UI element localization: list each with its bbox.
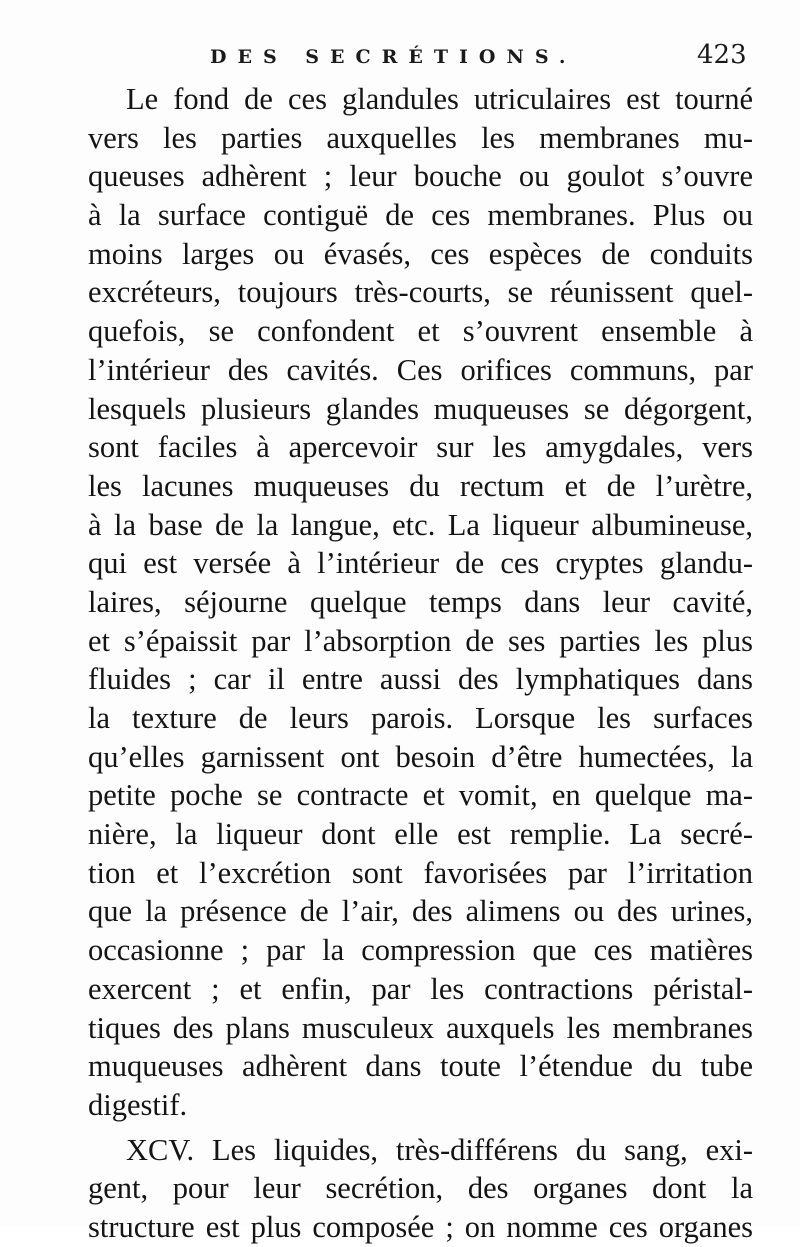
text-line: excréteurs, toujours très-courts, se réunissent quel- (88, 275, 753, 310)
text-line: fluides ; car il entre aussi des lymphatiques dans (88, 662, 753, 697)
text-line: et s’épaissit par l’absorption de ses parties les plus (88, 623, 753, 658)
text-line: muqueuses adhèrent dans toute l’étendue du tube (88, 1049, 753, 1084)
text-line: laires, séjourne quelque temps dans leur cavité, (88, 584, 753, 619)
text-line: que la présence de l’air, des alimens ou des urines, (88, 894, 753, 929)
text-line: la texture de leurs parois. Lorsque les surfaces (88, 701, 753, 735)
text-line: occasionne ; par la compression que ces matières (88, 933, 753, 968)
text-line: Le fond de ces glandules utriculaires est tourné (126, 82, 753, 116)
text-line: XCV. Les liquides, très-différens du sang, exi- (126, 1132, 753, 1167)
text-line: à la surface contiguë de ces membranes. Plus ou (88, 198, 753, 233)
text-line: quefois, se confondent et s’ouvrent ensemble à (88, 314, 753, 349)
text-line: vers les parties auxquelles les membranes mu- (88, 120, 753, 155)
text-line: l’intérieur des cavités. Ces orifices communs, par (88, 352, 753, 387)
body-text (88, 80, 753, 1247)
text-line: gent, pour leur secrétion, des organes dont la (88, 1171, 753, 1206)
text-line: à la base de la langue, etc. La liqueur albumineuse, (88, 507, 753, 542)
text-line: structure est plus composée ; on nomme ces organes (88, 1209, 753, 1244)
text-line: les lacunes muqueuses du rectum et de l’urètre, (88, 468, 753, 503)
page-header (0, 40, 800, 80)
running-title: DES SECRÉTIONS. (210, 46, 577, 68)
text-line: qu’elles garnissent ont besoin d’être humectées, la (88, 739, 753, 774)
page-number: 423 (697, 40, 747, 70)
text-line: sont faciles à apercevoir sur les amygdales, vers (88, 430, 753, 465)
text-line: petite poche se contracte et vomit, en quelque ma- (88, 778, 753, 813)
text-line: qui est versée à l’intérieur de ces cryptes glandu- (88, 546, 753, 581)
text-line: nière, la liqueur dont elle est remplie. La secré- (88, 817, 753, 852)
text-line: queuses adhèrent ; leur bouche ou goulot s’ouvre (88, 159, 753, 194)
text-line: tion et l’excrétion sont favorisées par l’irritation (88, 855, 753, 890)
text-line: digestif. (88, 1087, 188, 1122)
text-line: lesquels plusieurs glandes muqueuses se dégorgent, (88, 391, 753, 426)
text-line: moins larges ou évasés, ces espèces de conduits (88, 236, 753, 271)
text-line: exercent ; et enfin, par les contractions péristal- (88, 971, 753, 1006)
text-line: tiques des plans musculeux auxquels les membranes (88, 1010, 753, 1045)
